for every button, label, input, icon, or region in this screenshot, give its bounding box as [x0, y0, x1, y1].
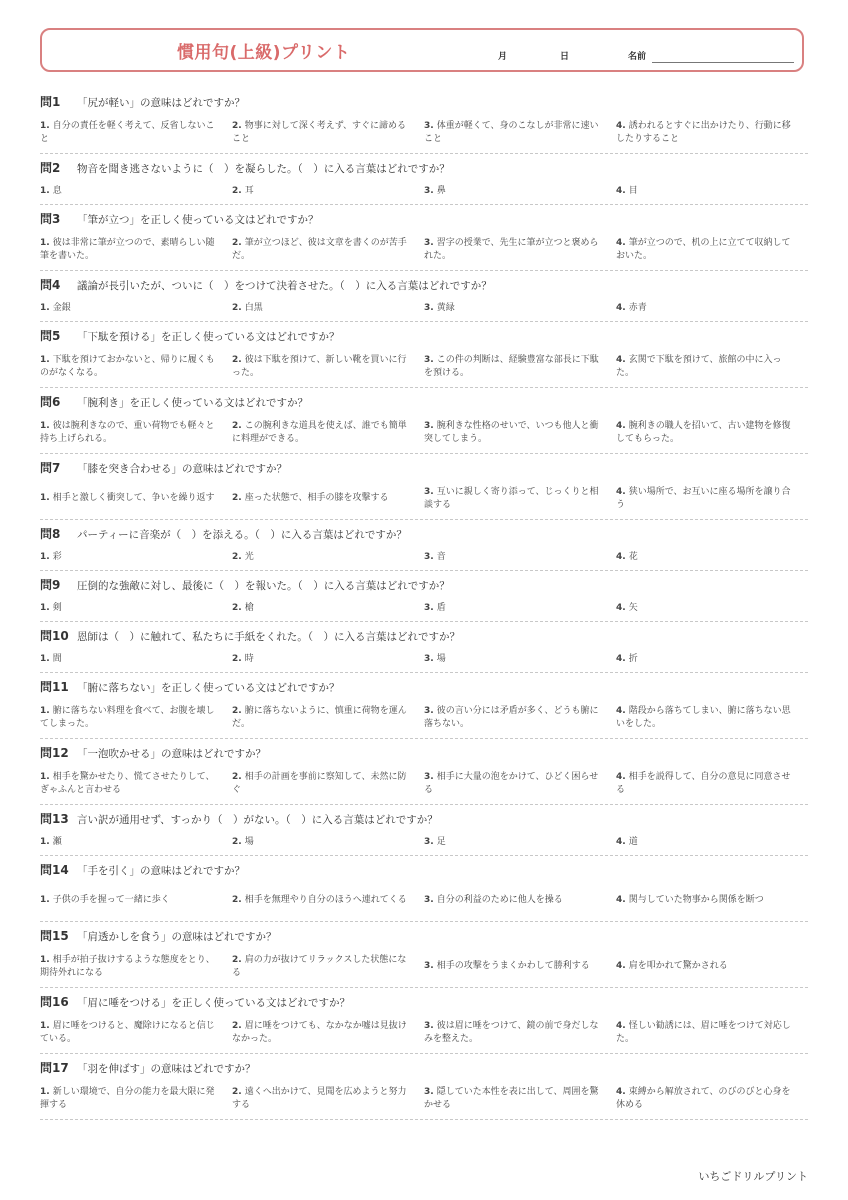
- choice-text: 筆が立つので、机の上に立てて収納しておいた。: [616, 237, 791, 261]
- choice-text: 遠くへ出かけて、見聞を広めようと努力する: [232, 1086, 407, 1110]
- choice-option: [232, 1086, 424, 1112]
- choice-option: [616, 653, 808, 666]
- choice-number: 3.: [424, 237, 434, 248]
- choice-number: 3.: [424, 961, 434, 971]
- choice-option: [616, 894, 808, 907]
- choice-text: 子供の手を握って一緒に歩く: [52, 895, 170, 905]
- question-header: [40, 856, 808, 881]
- day-label: 日: [560, 52, 570, 62]
- choice-number: 2.: [232, 705, 242, 716]
- question-item: [40, 271, 808, 322]
- question-text: 「肩透かしを食う」の意味はどれですか？: [77, 931, 277, 943]
- question-item: [40, 739, 808, 805]
- question-item: [40, 154, 808, 205]
- choice-number: 4.: [616, 354, 626, 365]
- choice-row: [40, 596, 808, 620]
- question-item: [40, 520, 808, 571]
- choice-option: [616, 120, 808, 146]
- question-text: 「筆が立つ」を正しく使っている文はどれですか？: [77, 214, 319, 226]
- choice-number: 3.: [424, 836, 434, 847]
- choice-number: 2.: [232, 354, 242, 365]
- question-item: [40, 571, 808, 622]
- choice-number: 3.: [424, 895, 434, 905]
- choice-text: 狭い場所で、お互いに座る場所を譲り合う: [616, 486, 791, 510]
- question-number: 問9: [40, 578, 61, 592]
- choice-number: 2.: [232, 302, 242, 313]
- choice-option: [616, 771, 808, 797]
- choice-text: 束縛から解放されて、のびのびと心身を休める: [616, 1086, 791, 1110]
- question-number: 問1: [40, 95, 61, 109]
- choice-option: [616, 1086, 808, 1112]
- choice-number: 4.: [616, 771, 626, 782]
- question-text: 「膝を突き合わせる」の意味はどれですか？: [77, 463, 287, 475]
- choice-text: 剣: [52, 602, 62, 613]
- choice-option: [616, 551, 808, 564]
- question-header: [40, 205, 808, 230]
- choice-row: [40, 413, 808, 452]
- choice-number: 1.: [40, 185, 50, 196]
- choice-text: 自分の責任を軽く考えて、反省しないこと: [40, 120, 215, 144]
- choice-option: [232, 894, 424, 907]
- choice-number: 1.: [40, 1020, 50, 1031]
- question-item: [40, 1054, 808, 1120]
- choice-number: 4.: [616, 602, 626, 613]
- question-item: [40, 805, 808, 856]
- question-item: [40, 856, 808, 922]
- choice-number: 2.: [232, 1020, 242, 1031]
- choice-row: [40, 1013, 808, 1052]
- choice-text: 習字の授業で、先生に筆が立つと褒められた。: [424, 237, 599, 261]
- question-number: 問2: [40, 161, 61, 175]
- choice-text: 息: [52, 185, 62, 196]
- page-title: 慣用句(上級)プリント: [177, 43, 351, 63]
- choice-number: 3.: [424, 653, 434, 664]
- name-label: 名前: [628, 52, 647, 62]
- choice-option: [424, 237, 616, 263]
- choice-row: [40, 881, 808, 920]
- choice-option: [424, 836, 616, 849]
- choice-number: 3.: [424, 486, 434, 497]
- choice-option: [424, 705, 616, 731]
- choice-option: [40, 705, 232, 731]
- question-number: 問12: [40, 746, 69, 760]
- choice-option: [616, 420, 808, 446]
- choice-option: [232, 771, 424, 797]
- choice-text: 間: [52, 653, 62, 664]
- choice-number: 3.: [424, 354, 434, 365]
- question-item: [40, 88, 808, 154]
- choice-number: 4.: [616, 653, 626, 664]
- choice-text: 腑に落ちない料理を食べて、お腹を壊してしまった。: [40, 705, 215, 729]
- choice-text: 玄関で下駄を預けて、旅館の中に入った。: [616, 354, 782, 378]
- choice-option: [232, 302, 424, 315]
- choice-option: [232, 237, 424, 263]
- choice-number: 1.: [40, 493, 50, 503]
- choice-number: 2.: [232, 602, 242, 613]
- choice-text: 筆が立つほど、彼は文章を書くのが苦手だ。: [232, 237, 407, 261]
- choice-text: 相手を無理やり自分のほうへ連れてくる: [244, 895, 407, 905]
- choice-number: 2.: [232, 237, 242, 248]
- question-text: 「手を引く」の意味はどれですか？: [77, 865, 245, 877]
- question-header: [40, 154, 808, 179]
- choice-number: 3.: [424, 705, 434, 716]
- question-text: 「一泡吹かせる」の意味はどれですか？: [77, 748, 266, 760]
- choice-text: 黄緑: [436, 302, 455, 313]
- question-text: 議論が長引いたが、ついに（ ）をつけて決着させた。（ ）に入る言葉はどれですか？: [77, 280, 492, 292]
- month-label: 月: [498, 52, 508, 62]
- choice-option: [40, 492, 232, 505]
- question-header: [40, 739, 808, 764]
- choice-text: 時: [244, 653, 254, 664]
- choice-text: 場: [244, 836, 254, 847]
- choice-option: [40, 302, 232, 315]
- choice-number: 2.: [232, 420, 242, 431]
- choice-option: [232, 551, 424, 564]
- choice-option: [616, 302, 808, 315]
- question-text: 「下駄を預ける」を正しく使っている文はどれですか？: [77, 331, 340, 343]
- choice-text: 下駄を預けておかないと、帰りに履くものがなくなる。: [40, 354, 215, 378]
- choice-number: 2.: [232, 771, 242, 782]
- question-text: 「腕利き」を正しく使っている文はどれですか？: [77, 397, 308, 409]
- choice-number: 1.: [40, 302, 50, 313]
- choice-number: 2.: [232, 1086, 242, 1097]
- choice-option: [616, 237, 808, 263]
- choice-text: 相手と激しく衝突して、争いを繰り返す: [52, 493, 215, 503]
- choice-option: [424, 302, 616, 315]
- choice-text: 相手に大量の泡をかけて、ひどく困らせる: [424, 771, 599, 795]
- choice-number: 4.: [616, 302, 626, 313]
- choice-number: 4.: [616, 1086, 626, 1097]
- choice-option: [40, 954, 232, 980]
- choice-option: [424, 354, 616, 380]
- question-number: 問8: [40, 527, 61, 541]
- question-number: 問7: [40, 461, 61, 475]
- choice-row: [40, 1079, 808, 1118]
- choice-number: 2.: [232, 954, 242, 965]
- choice-option: [616, 185, 808, 198]
- choice-number: 4.: [616, 961, 626, 971]
- choice-option: [232, 185, 424, 198]
- choice-row: [40, 647, 808, 671]
- choice-number: 4.: [616, 1020, 626, 1031]
- choice-option: [232, 492, 424, 505]
- choice-number: 4.: [616, 420, 626, 431]
- choice-number: 1.: [40, 836, 50, 847]
- choice-number: 4.: [616, 836, 626, 847]
- choice-text: この腕利きな道具を使えば、誰でも簡単に料理ができる。: [232, 420, 407, 444]
- question-header: [40, 622, 808, 647]
- choice-row: [40, 830, 808, 854]
- choice-text: 相手の攻撃をうまくかわして勝利する: [436, 961, 590, 971]
- choice-text: 彼の言い分には矛盾が多く、どうも腑に落ちない。: [424, 705, 599, 729]
- choice-number: 1.: [40, 705, 50, 716]
- choice-option: [40, 653, 232, 666]
- choice-text: 盾: [436, 602, 446, 613]
- choice-number: 2.: [232, 895, 242, 905]
- choice-text: 関与していた物事から関係を断つ: [628, 895, 764, 905]
- choice-text: 光: [244, 551, 254, 562]
- question-number: 問5: [40, 329, 61, 343]
- choice-text: 場: [436, 653, 446, 664]
- footer-brand: いちごドリルプリント: [698, 1170, 808, 1183]
- choice-text: 肩を叩かれて驚かされる: [628, 961, 728, 971]
- question-number: 問13: [40, 812, 69, 826]
- choice-number: 4.: [616, 185, 626, 196]
- choice-number: 3.: [424, 1020, 434, 1031]
- choice-text: 腕利きの職人を招いて、古い建物を修復してもらった。: [616, 420, 791, 444]
- choice-text: 道: [628, 836, 638, 847]
- question-header: [40, 922, 808, 947]
- choice-text: 彩: [52, 551, 62, 562]
- choice-text: 自分の利益のために他人を操る: [436, 895, 563, 905]
- choice-text: 矢: [628, 602, 638, 613]
- question-text: 「尻が軽い」の意味はどれですか？: [77, 97, 245, 109]
- question-item: [40, 622, 808, 673]
- choice-number: 4.: [616, 486, 626, 497]
- choice-row: [40, 947, 808, 986]
- choice-option: [232, 420, 424, 446]
- choice-text: 物事に対して深く考えず、すぐに諦めること: [232, 120, 406, 144]
- choice-number: 2.: [232, 653, 242, 664]
- choice-number: 2.: [232, 185, 242, 196]
- question-header: [40, 1054, 808, 1079]
- choice-text: この件の判断は、経験豊富な部長に下駄を預ける。: [424, 354, 599, 378]
- choice-option: [40, 1020, 232, 1046]
- choice-text: 目: [628, 185, 638, 196]
- choice-option: [40, 894, 232, 907]
- choice-number: 3.: [424, 185, 434, 196]
- choice-number: 3.: [424, 302, 434, 313]
- choice-option: [616, 960, 808, 973]
- question-number: 問14: [40, 863, 69, 877]
- choice-number: 3.: [424, 551, 434, 562]
- choice-option: [40, 185, 232, 198]
- choice-text: 誘われるとすぐに出かけたり、行動に移したりすること: [616, 120, 791, 144]
- choice-text: 眉に唾をつけても、なかなか嘘は見抜けなかった。: [232, 1020, 407, 1044]
- question-number: 問15: [40, 929, 69, 943]
- question-number: 問4: [40, 278, 61, 292]
- choice-number: 2.: [232, 120, 242, 131]
- question-text: 「腑に落ちない」を正しく使っている文はどれですか？: [77, 682, 340, 694]
- choice-text: 彼は非常に筆が立つので、素晴らしい随筆を書いた。: [40, 237, 215, 261]
- choice-number: 3.: [424, 602, 434, 613]
- choice-option: [424, 420, 616, 446]
- choice-option: [40, 602, 232, 615]
- choice-option: [424, 602, 616, 615]
- question-header: [40, 805, 808, 830]
- choice-text: 金銀: [52, 302, 71, 313]
- question-item: [40, 988, 808, 1054]
- choice-option: [424, 185, 616, 198]
- choice-number: 1.: [40, 237, 50, 248]
- choice-text: 音: [436, 551, 446, 562]
- choice-option: [232, 954, 424, 980]
- question-text: 「眉に唾をつける」を正しく使っている文はどれですか？: [77, 997, 350, 1009]
- choice-option: [616, 602, 808, 615]
- choice-text: 眉に唾をつけると、魔除けになると信じている。: [40, 1020, 215, 1044]
- choice-option: [616, 354, 808, 380]
- question-item: [40, 454, 808, 520]
- choice-text: 相手の計画を事前に察知して、未然に防ぐ: [232, 771, 407, 795]
- choice-text: 折: [628, 653, 638, 664]
- choice-text: 彼は下駄を預けて、新しい靴を買いに行った。: [232, 354, 407, 378]
- choice-number: 4.: [616, 705, 626, 716]
- choice-number: 1.: [40, 1086, 50, 1097]
- choice-row: [40, 113, 808, 152]
- choice-option: [232, 120, 424, 146]
- choice-number: 1.: [40, 551, 50, 562]
- question-item: [40, 322, 808, 388]
- question-header: [40, 988, 808, 1013]
- choice-text: 赤青: [628, 302, 647, 313]
- choice-text: 座った状態で、相手の膝を攻撃する: [244, 493, 389, 503]
- choice-text: 互いに親しく寄り添って、じっくりと相談する: [424, 486, 599, 510]
- choice-number: 1.: [40, 653, 50, 664]
- choice-text: 隠していた本性を表に出して、周囲を驚かせる: [424, 1086, 599, 1110]
- choice-number: 2.: [232, 836, 242, 847]
- choice-number: 1.: [40, 354, 50, 365]
- choice-number: 1.: [40, 120, 50, 131]
- question-number: 問10: [40, 629, 69, 643]
- choice-option: [232, 354, 424, 380]
- choice-option: [424, 1020, 616, 1046]
- choice-option: [232, 602, 424, 615]
- choice-text: 相手が拍子抜けするような態度をとり、期待外れになる: [40, 954, 215, 978]
- question-header: [40, 388, 808, 413]
- choice-text: 瀬: [52, 836, 62, 847]
- choice-text: 腕利きな性格のせいで、いつも他人と衝突してしまう。: [424, 420, 599, 444]
- choice-number: 3.: [424, 771, 434, 782]
- choice-option: [424, 120, 616, 146]
- choice-text: 白黒: [244, 302, 263, 313]
- choice-number: 4.: [616, 237, 626, 248]
- choice-option: [424, 771, 616, 797]
- choice-option: [424, 960, 616, 973]
- question-header: [40, 322, 808, 347]
- choice-option: [424, 551, 616, 564]
- choice-number: 1.: [40, 602, 50, 613]
- choice-option: [40, 1086, 232, 1112]
- header-box: [40, 28, 804, 72]
- choice-row: [40, 764, 808, 803]
- choice-option: [424, 894, 616, 907]
- choice-number: 3.: [424, 1086, 434, 1097]
- question-header: [40, 571, 808, 596]
- question-header: [40, 271, 808, 296]
- choice-option: [424, 1086, 616, 1112]
- choice-text: 相手を説得して、自分の意見に同意させる: [616, 771, 791, 795]
- choice-row: [40, 698, 808, 737]
- choice-text: 新しい環境で、自分の能力を最大限に発揮する: [40, 1086, 215, 1110]
- question-header: [40, 520, 808, 545]
- choice-option: [616, 836, 808, 849]
- choice-number: 4.: [616, 895, 626, 905]
- choice-option: [40, 771, 232, 797]
- question-text: 恩師は（ ）に触れて、私たちに手紙をくれた。（ ）に入る言葉はどれですか？: [77, 631, 461, 643]
- question-number: 問6: [40, 395, 61, 409]
- choice-number: 2.: [232, 551, 242, 562]
- choice-option: [616, 486, 808, 512]
- choice-option: [40, 354, 232, 380]
- choice-option: [40, 237, 232, 263]
- choice-row: [40, 545, 808, 569]
- choice-option: [40, 551, 232, 564]
- choice-option: [424, 486, 616, 512]
- choice-row: [40, 296, 808, 320]
- choice-option: [232, 653, 424, 666]
- question-item: [40, 673, 808, 739]
- choice-number: 1.: [40, 420, 50, 431]
- choice-option: [232, 836, 424, 849]
- choice-text: 花: [628, 551, 638, 562]
- choice-text: 槍: [244, 602, 254, 613]
- choice-text: 彼は腕利きなので、重い荷物でも軽々と持ち上げられる。: [40, 420, 215, 444]
- question-text: 言い訳が通用せず、すっかり（ ）がない。（ ）に入る言葉はどれですか？: [77, 814, 438, 826]
- choice-text: 体重が軽くて、身のこなしが非常に速いこと: [424, 120, 599, 144]
- choice-text: 鼻: [436, 185, 446, 196]
- choice-text: 耳: [244, 185, 254, 196]
- choice-number: 4.: [616, 120, 626, 131]
- choice-option: [616, 1020, 808, 1046]
- choice-option: [616, 705, 808, 731]
- choice-number: 1.: [40, 954, 50, 965]
- choice-option: [40, 420, 232, 446]
- question-header: [40, 454, 808, 479]
- choice-row: [40, 479, 808, 518]
- choice-option: [40, 836, 232, 849]
- question-item: [40, 205, 808, 271]
- question-text: パーティーに音楽が（ ）を添える。（ ）に入る言葉はどれですか？: [77, 529, 407, 541]
- question-list: [40, 88, 808, 1120]
- choice-text: 肩の力が抜けてリラックスした状態になる: [232, 954, 407, 978]
- question-text: 「羽を伸ばす」の意味はどれですか？: [77, 1063, 256, 1075]
- choice-text: 怪しい勧誘には、眉に唾をつけて対応した。: [616, 1020, 791, 1044]
- question-text: 圧倒的な強敵に対し、最後に（ ）を報いた。（ ）に入る言葉はどれですか？: [77, 580, 450, 592]
- choice-row: [40, 179, 808, 203]
- choice-option: [232, 1020, 424, 1046]
- choice-option: [232, 705, 424, 731]
- question-text: 物音を聞き逃さないように（ ）を凝らした。（ ）に入る言葉はどれですか？: [77, 163, 450, 175]
- choice-number: 4.: [616, 551, 626, 562]
- question-number: 問17: [40, 1061, 69, 1075]
- question-number: 問3: [40, 212, 61, 226]
- choice-number: 1.: [40, 771, 50, 782]
- question-item: [40, 922, 808, 988]
- question-item: [40, 388, 808, 454]
- choice-text: 足: [436, 836, 446, 847]
- name-blank-line: [652, 62, 794, 63]
- question-header: [40, 88, 808, 113]
- choice-option: [424, 653, 616, 666]
- choice-row: [40, 230, 808, 269]
- choice-text: 相手を驚かせたり、慌てさせたりして、ぎゃふんと言わせる: [40, 771, 215, 795]
- choice-text: 彼は眉に唾をつけて、鏡の前で身だしなみを整えた。: [424, 1020, 599, 1044]
- choice-option: [40, 120, 232, 146]
- choice-number: 2.: [232, 493, 242, 503]
- choice-number: 3.: [424, 420, 434, 431]
- question-number: 問11: [40, 680, 69, 694]
- choice-row: [40, 347, 808, 386]
- choice-text: 腑に落ちないように、慎重に荷物を運んだ。: [232, 705, 407, 729]
- question-header: [40, 673, 808, 698]
- choice-number: 1.: [40, 895, 50, 905]
- choice-text: 階段から落ちてしまい、腑に落ちない思いをした。: [616, 705, 791, 729]
- choice-number: 3.: [424, 120, 434, 131]
- question-number: 問16: [40, 995, 69, 1009]
